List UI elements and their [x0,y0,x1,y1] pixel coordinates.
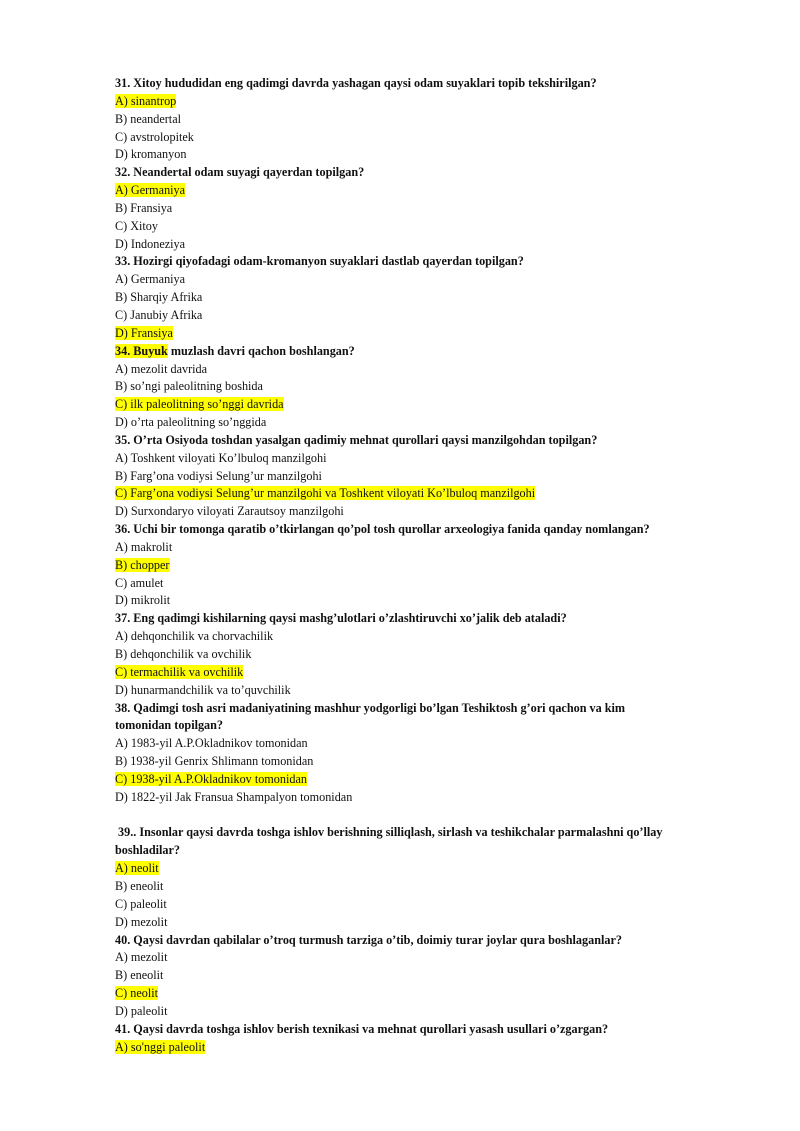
question-35 [115,432,725,521]
option-a: A) makrolit [115,539,173,554]
question-text: 38. Qadimgi tosh asri madaniyatining mashhur yodgorligi bo’lgan Teshiktosh g’ori qachon va kim [115,700,626,715]
option-a [115,93,725,111]
question-text: 36. Uchi bir tomonga qaratib o’tkirlangan qo’pol tosh qurollar arxeologiya fanida qanday nomlangan? [115,522,650,537]
option-c [115,396,725,414]
option-c [115,485,725,503]
option-a [115,860,725,878]
answer-highlight: C) Farg’ona vodiysi Selung’ur manzilgohi va Toshkent viloyati Ko’lbuloq manzilgohi [115,486,536,501]
question-text: 35. O’rta Osiyoda toshdan yasalgan qadimiy mehnat qurollari qaysi manzilgohdan topilgan? [115,432,598,447]
answer-highlight: C) ilk paleolitning so’nggi davrida [115,397,284,412]
question-highlight: 34. Buyuk [115,343,168,358]
answer-highlight: B) chopper [115,557,170,572]
answer-highlight: A) Germaniya [115,183,186,198]
question-text: 41. Qaysi davrda toshga ishlov berish texnikasi va mehnat qurollari yasash usullari o’zgargan? [115,1021,609,1036]
question-text: 34. Buyuk muzlash davri qachon boshlangan? [115,343,355,358]
option-d: D) Indoneziya [115,236,186,251]
answer-highlight: A) so'nggi paleolit [115,1039,206,1054]
option-c: C) Xitoy [115,218,158,233]
option-d: D) hunarmandchilik va to’quvchilik [115,682,291,697]
question-37 [115,610,725,699]
option-a: A) Toshkent viloyati Ko’lbuloq manzilgohi [115,450,327,465]
answer-highlight: A) neolit [115,861,159,876]
option-c: C) Janubiy Afrika [115,307,203,322]
option-a [115,182,725,200]
question-text-continued: boshladilar? [115,843,181,858]
option-b: B) Farg’ona vodiysi Selung’ur manzilgohi [115,468,322,483]
question-34 [115,343,725,432]
question-text: 40. Qaysi davrdan qabilalar o’troq turmush tarziga o’tib, doimiy turar joylar qura boshlaganlar? [115,932,622,947]
option-b: B) neandertal [115,111,181,126]
option-a: A) 1983-yil A.P.Okladnikov tomonidan [115,736,308,751]
option-d: D) o’rta paleolitning so’nggida [115,415,267,430]
question-41 [115,1021,725,1057]
document-page [115,75,725,1056]
question-text: 31. Xitoy hududidan eng qadimgi davrda yashagan qaysi odam suyaklari topib tekshirilgan? [115,76,597,90]
option-b [115,557,725,575]
option-d [115,325,725,343]
question-38 [115,700,725,807]
option-d: D) mezolit [115,914,168,929]
option-b: B) Fransiya [115,200,173,215]
option-c: C) paleolit [115,896,167,911]
answer-highlight: C) neolit [115,986,158,1001]
option-d: D) mikrolit [115,593,171,608]
option-b: B) eneolit [115,968,164,983]
question-36 [115,521,725,610]
option-a: A) Germaniya [115,272,186,287]
option-b: B) Sharqiy Afrika [115,290,203,305]
question-33 [115,253,725,342]
option-d: D) paleolit [115,1003,168,1018]
question-text: 32. Neandertal odam suyagi qayerdan topilgan? [115,165,365,180]
answer-highlight: C) 1938-yil A.P.Okladnikov tomonidan [115,771,307,786]
option-c: C) amulet [115,575,164,590]
option-a [115,1039,725,1057]
option-c [115,664,725,682]
question-text: 33. Hozirgi qiyofadagi odam-kromanyon suyaklari dastlab qayerdan topilgan? [115,254,524,269]
option-c [115,985,725,1003]
option-c: C) avstrolopitek [115,129,194,144]
option-b: B) eneolit [115,878,164,893]
option-b: B) dehqonchilik va ovchilik [115,647,252,661]
option-a: A) mezolit davrida [115,361,208,376]
question-32 [115,164,725,253]
question-text-continued: tomonidan topilgan? [115,718,224,733]
question-text: 39.. Insonlar qaysi davrda toshga ishlov berishning silliqlash, sirlash va teshikchalar parmalashni qo’llay [118,825,663,840]
question-31 [115,75,725,164]
option-b: B) so’ngi paleolitning boshida [115,379,263,394]
option-a: A) mezolit [115,950,168,965]
question-40 [115,932,725,1021]
answer-highlight: D) Fransiya [115,325,173,340]
option-c [115,771,725,789]
answer-highlight: C) termachilik va ovchilik [115,664,244,679]
option-d: D) Surxondaryo viloyati Zarautsoy manzilgohi [115,504,344,519]
option-d: D) 1822-yil Jak Fransua Shampalyon tomonidan [115,789,353,804]
blank-line [115,807,725,825]
question-39 [115,824,725,931]
option-a: A) dehqonchilik va chorvachilik [115,629,274,644]
option-b: B) 1938-yil Genrix Shlimann tomonidan [115,754,314,769]
option-d: D) kromanyon [115,147,187,162]
question-text: 37. Eng qadimgi kishilarning qaysi mashg’ulotlari o’zlashtiruvchi xo’jalik deb ataladi? [115,611,567,626]
answer-highlight: A) sinantrop [115,93,177,108]
